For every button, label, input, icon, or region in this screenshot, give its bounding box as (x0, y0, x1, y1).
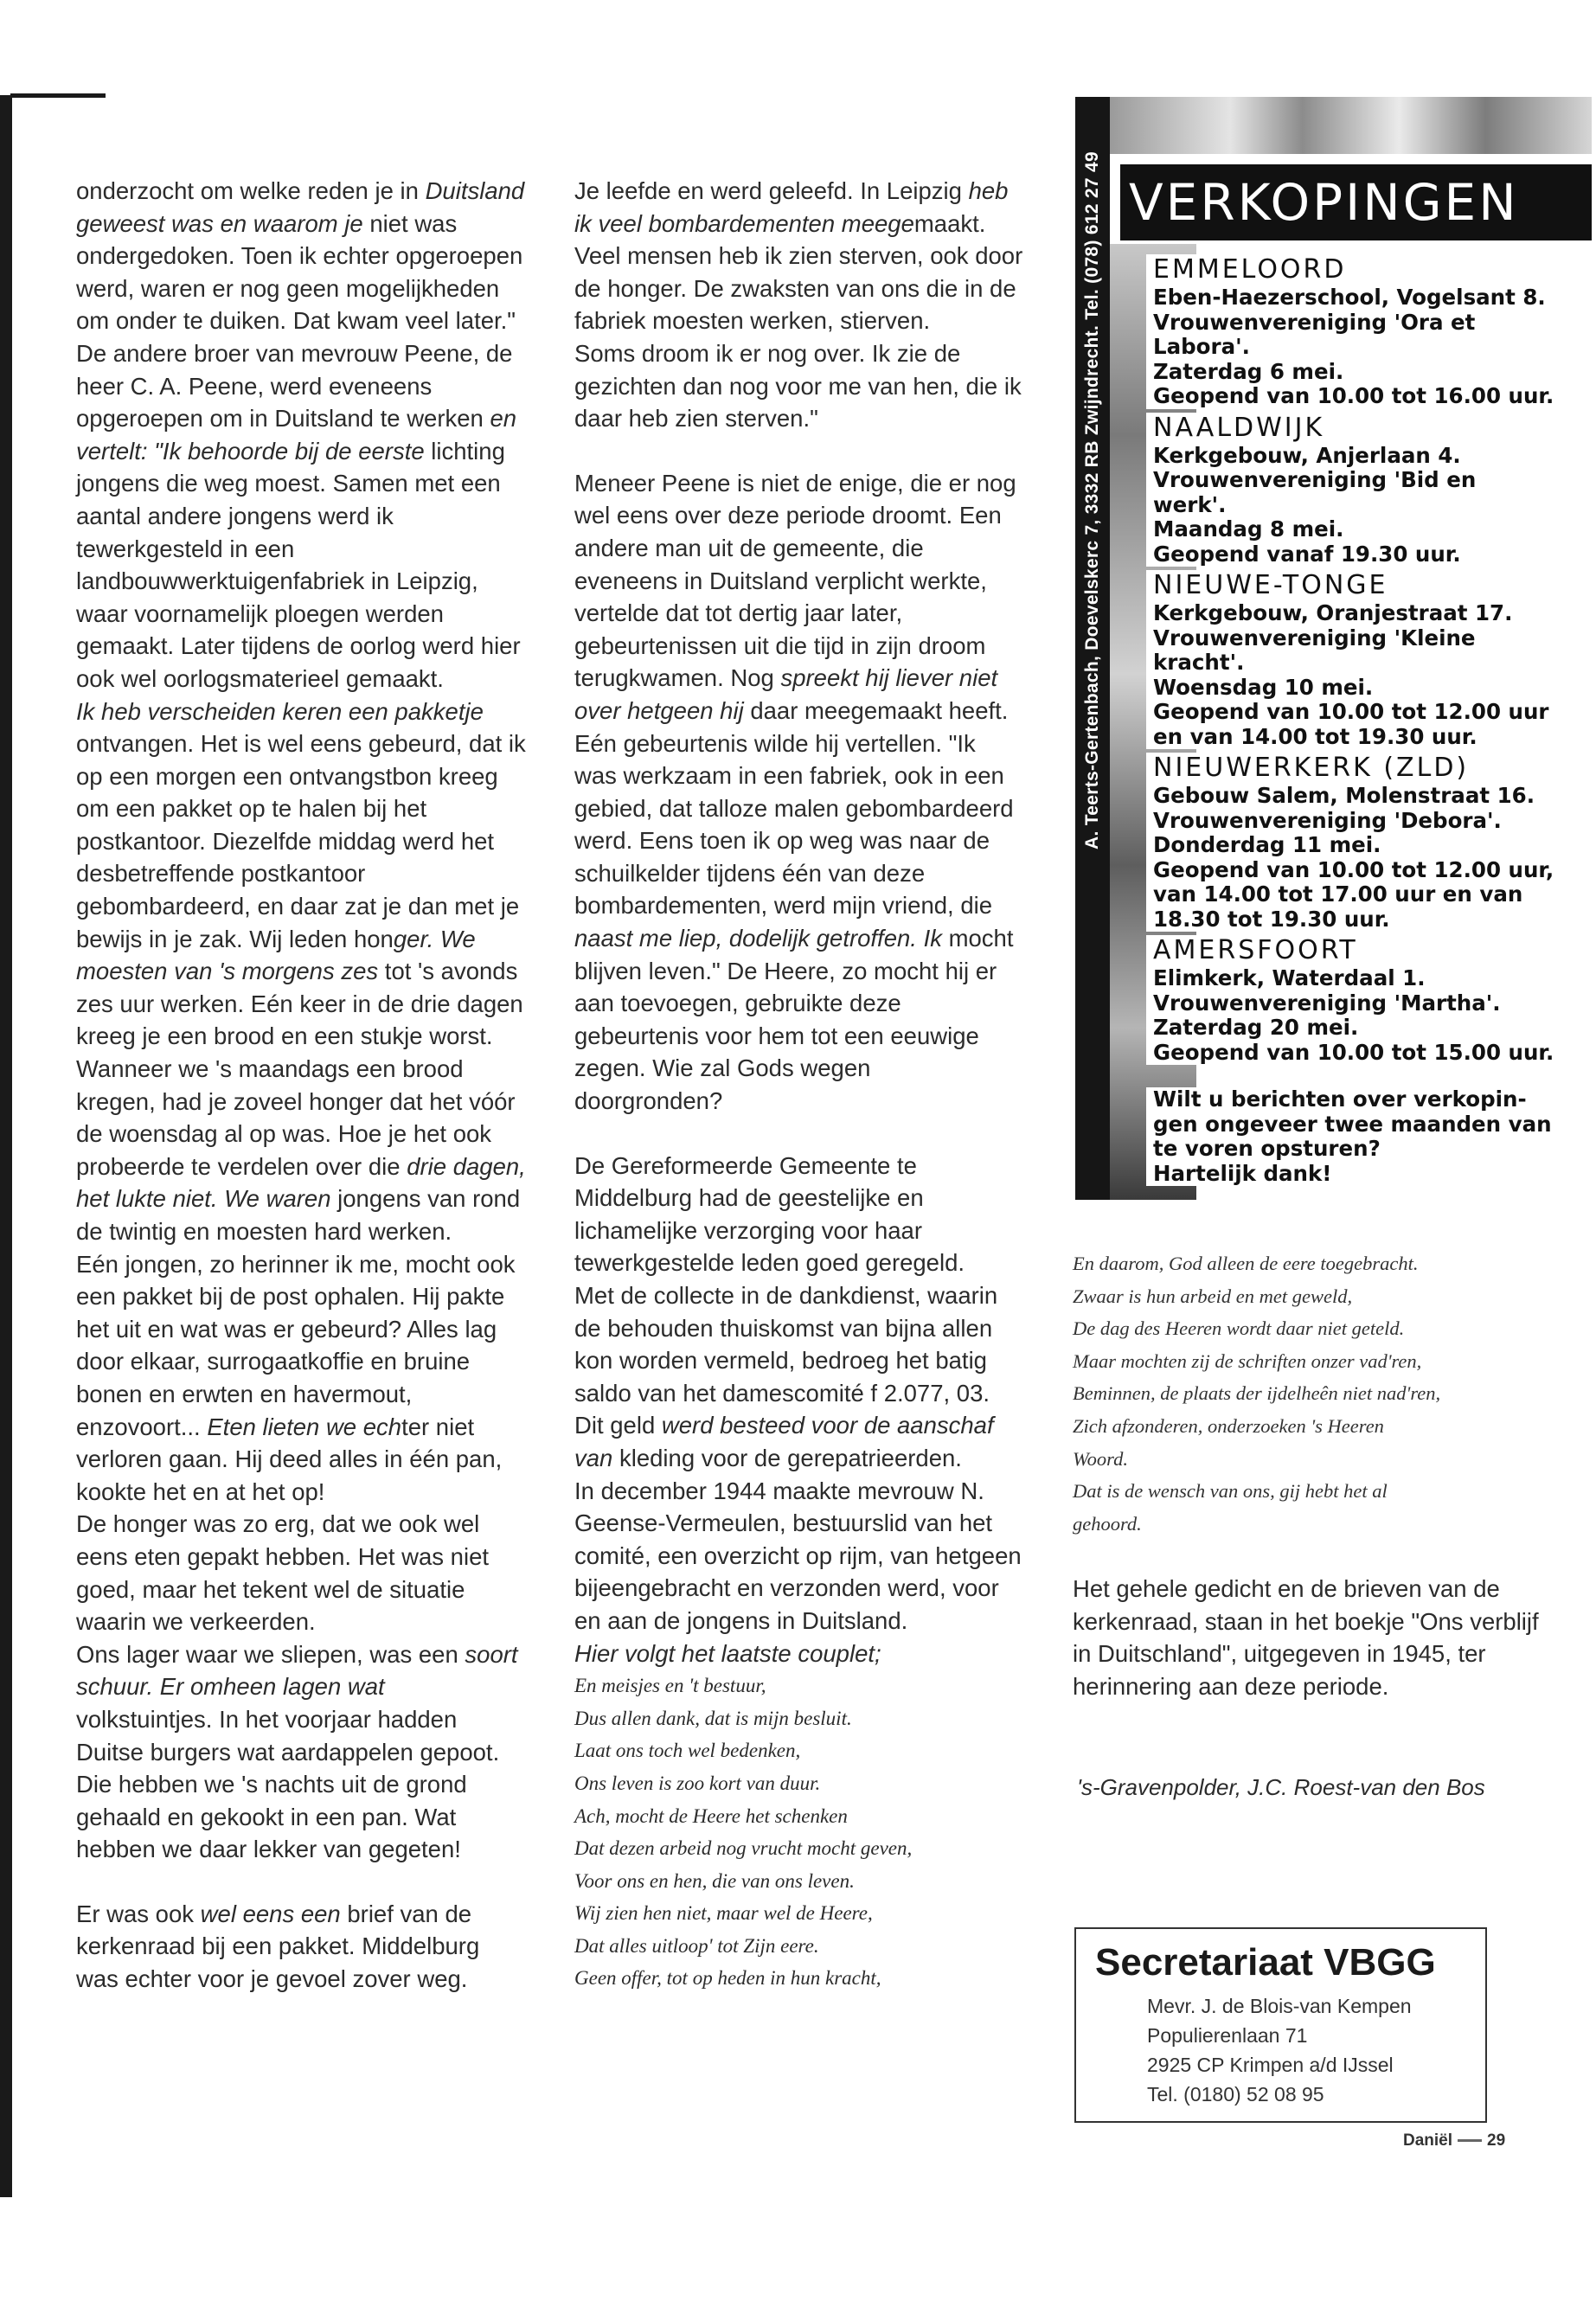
paragraph (574, 337, 1024, 435)
sale-city: AMERSFOORT (1146, 935, 1592, 966)
vbgg-line: 2925 CP Krimpen a/d IJssel (1147, 2054, 1394, 2076)
text-segment: daar meegemaakt heeft. Eén gebeurtenis wilde hij vertellen. "Ik was werkzaam in een fabriek, ook in een gebied, dat talloze malen gebombardeerd werd. Eens toen ik op weg was naar de schuilkelder tijdens één van deze bombardementen, werd mijn vriend, die (574, 696, 1014, 920)
poem-line: De dag des Heeren wordt daar niet geteld. (1073, 1317, 1405, 1340)
italic-text: en vertelt: "Ik behoorde bij de eerste (76, 405, 517, 465)
closing-paragraph: Het gehele gedicht en de brieven van de kerkenraad, staan in het boekje "Ons verblijf in Duitschland", uitgegeven in 1945, ter herinnering aan deze periode. (1073, 1575, 1539, 1700)
text-segment: Er was ook (76, 1900, 201, 1927)
sale-detail-line: 18.30 tot 19.30 uur. (1146, 907, 1592, 933)
text-segment: Ons lager waar we sliepen, was een (76, 1640, 465, 1668)
vbgg-title: Secretariaat VBGG (1095, 1941, 1436, 1984)
paragraph (76, 1508, 526, 1638)
paragraph (76, 695, 526, 1054)
text-segment: Met de collecte in de dankdienst, waarin de behouden thuiskomst van bijna allen kon worden vermeld, bedroeg het batig saldo van het damescomité f 2.077, 03. Dit geld (574, 1282, 998, 1439)
article-column-2 (574, 175, 1024, 1995)
italic-text: heb ik veel bombardementen meege (574, 177, 1009, 237)
sale-detail-line: Geopend van 10.00 tot 12.00 uur (1146, 700, 1592, 725)
ad-title: VERKOPINGEN (1120, 164, 1592, 240)
text-segment: jongens van rond de twintig en moesten hard werken. (76, 1185, 521, 1245)
text-segment: lichting jongens die weg moest. Samen met een aantal andere jongens werd ik tewerkgesteld in een landbouwwerktuigenfabriek in Leipzig, waar voornamelijk ploegen werden gemaakt. Later tijdens de oorlog werd hier ook wel oorlogsmaterieel gemaakt. (76, 437, 521, 692)
vbgg-address (1147, 1991, 1412, 2109)
poem-line: En meisjes en 't bestuur, (574, 1675, 766, 1697)
ad-note-line: gen ongeveer twee maanden van (1153, 1111, 1552, 1137)
sale-entry (1146, 570, 1592, 749)
paragraph (76, 1248, 526, 1509)
page-footer (1403, 2131, 1505, 2150)
sale-detail-line: Donderdag 11 mei. (1146, 833, 1592, 858)
poem-line: Laat ons toch wel bedenken, (574, 1740, 801, 1762)
sale-detail-line: Geopend van 10.00 tot 15.00 uur. (1146, 1041, 1592, 1066)
italic-text: Ik heb verscheiden keren een pakketje (76, 697, 484, 725)
sale-detail-line: Geopend van 10.00 tot 12.00 uur, (1146, 858, 1592, 883)
poem-line: Geen offer, tot op heden in hun kracht, (574, 1967, 881, 1990)
magazine-name: Daniël (1403, 2131, 1453, 2150)
sale-entry (1146, 935, 1592, 1065)
vbgg-line: Tel. (0180) 52 08 95 (1147, 2083, 1324, 2106)
poem-line: Ach, mocht de Heere het schenken (574, 1804, 848, 1827)
article-column-1 (76, 175, 526, 1996)
sale-city: NAALDWIJK (1146, 413, 1592, 444)
italic-text: drie dagen, het lukte niet. We waren (76, 1152, 526, 1213)
ad-note (1146, 1087, 1592, 1186)
footer-dash (1458, 2139, 1482, 2142)
italic-text: wel eens een (200, 1900, 341, 1927)
sale-city: EMMELOORD (1146, 254, 1592, 285)
text-segment: De Gereformeerde Gemeente te Middelburg had de geestelijke en lichamelijke verzorging voor haar tewerkgestelde leden goed geregeld. (574, 1151, 965, 1277)
paragraph (574, 1475, 1024, 1638)
verkopingen-advertisement (1075, 97, 1592, 1204)
text-segment: In december 1944 maakte mevrouw N. Geense-Vermeulen, bestuurslid van het comité, een overzicht op rijm, van hetgeen bijeengebracht en verzonden werd, voor en aan de jongens in Duitsland. (574, 1477, 1022, 1634)
page-number: 29 (1487, 2131, 1506, 2150)
sale-detail-line: Maandag 8 mei. (1146, 517, 1592, 542)
ad-side-strip (1075, 97, 1110, 1200)
poem-line: Beminnen, de plaats der ijdelheên niet nad'ren, (1073, 1382, 1441, 1405)
sale-detail-line: Vrouwenvereniging 'Kleine (1146, 626, 1592, 651)
sale-detail-line: Geopend van 10.00 tot 16.00 uur. (1146, 384, 1592, 409)
text-segment: kleding voor de gerepatrieerden. (612, 1444, 962, 1471)
text-segment: De andere broer van mevrouw Peene, de heer C. A. Peene, werd eveneens opgeroepen om in Duitsland te werken (76, 339, 513, 433)
poem-line: Dat alles uitloop' tot Zijn eere. (574, 1934, 819, 1957)
sale-detail-line: Vrouwenvereniging 'Debora'. (1146, 809, 1592, 834)
sale-detail-line: Zaterdag 6 mei. (1146, 360, 1592, 385)
text-segment: niet was ondergedoken. Toen ik echter opgeroepen werd, waren er nog geen mogelijkheden om onder te duiken. Dat kwam veel later." (76, 209, 523, 335)
italic-text: Hier volgt het laatste couplet; (574, 1639, 881, 1667)
text-segment: Soms droom ik er nog over. Ik zie de gezichten dan nog voor me van hen, die ik daar heb zien sterven." (574, 339, 1022, 433)
poem-line: gehoord. (1073, 1512, 1142, 1535)
ad-contact-text: A. Teerts-Gertenbach, Doevelskerc 7, 3332 RB Zwijndrecht. Tel. (078) 612 27 49 (1082, 151, 1102, 849)
ad-note-line: Hartelijk dank! (1153, 1160, 1332, 1186)
author-signature: 's-Gravenpolder, J.C. Roest-van den Bos (1077, 1774, 1485, 1800)
paragraph (574, 1279, 1024, 1475)
sale-detail-line: Kerkgebouw, Anjerlaan 4. (1146, 444, 1592, 469)
sale-detail-line: en van 14.00 tot 19.30 uur. (1146, 725, 1592, 750)
text-segment: De honger was zo erg, dat we ook wel eens eten gepakt hebben. Het was niet goed, maar het tekent wel de situatie waarin we verkeerden. (76, 1510, 490, 1636)
article-column-2-text (574, 175, 1024, 1670)
sale-entry (1146, 254, 1592, 409)
text-segment: ter niet verloren gaan. Hij deed alles in één pan, kookte het en at het op! (76, 1413, 503, 1505)
text-segment: tot 's avonds zes uur werken. Eén keer in de drie dagen kreeg je een brood en een stukje worst. (76, 958, 523, 1050)
paragraph (574, 1150, 1024, 1279)
poem-line: Dat is de wensch van ons, gij hebt het al (1073, 1480, 1388, 1503)
sale-detail-line: Vrouwenvereniging 'Ora et (1146, 311, 1592, 336)
closing-paragraph-block (1073, 1573, 1557, 1702)
text-segment: brief van de kerkenraad bij een pakket. Middelburg was echter voor je gevoel zover weg. (76, 1900, 480, 1993)
text-segment: onderzocht om welke reden je in (76, 177, 426, 204)
poem-line: En daarom, God alleen de eere toegebracht. (1073, 1253, 1419, 1274)
text-segment: maakt. Veel mensen heb ik zien sterven, ook door de honger. De zwaksten van ons die in de fabriek moesten werken, stierven. (574, 209, 1023, 335)
paragraph (76, 1898, 526, 1996)
poem-line: Zwaar is hun arbeid en met geweld, (1073, 1285, 1353, 1307)
italic-text: soort schuur. Er omheen lagen wat (76, 1640, 518, 1701)
italic-text: naast me liep, dodelijk getroffen. Ik (574, 925, 942, 952)
sale-city: NIEUWERKERK (ZLD) (1146, 753, 1592, 784)
top-rule (10, 93, 106, 98)
text-segment: Wanneer we 's maandags een brood kregen, had je zoveel honger dat het vóór de woensdag al op was. Hoe je het ook probeerde te verdelen over die (76, 1055, 516, 1180)
poem-line: Dat dezen arbeid nog vrucht mocht geven, (574, 1837, 913, 1860)
text-segment: Eén jongen, zo herinner ik me, mocht ook een pakket bij de post ophalen. Hij pakte het uit en wat was er gebeurd? Alles lag door elkaar, surrogaatkoffie en bruine bonen en erwten en havermout, enzovoort... (76, 1250, 516, 1440)
paragraph (574, 467, 1024, 1118)
poem-line: Wij zien hen niet, maar wel de Heere, (574, 1902, 873, 1925)
sale-detail-line: Geopend vanaf 19.30 uur. (1146, 542, 1592, 567)
left-margin-rule (0, 95, 12, 2197)
paragraph (574, 175, 1024, 337)
italic-text: spreekt hij liever niet over hetgeen hij (574, 664, 998, 724)
ad-entries (1146, 251, 1592, 1186)
sale-detail-line: Gebouw Salem, Molenstraat 16. (1146, 784, 1592, 809)
ad-note-line: te voren opsturen? (1153, 1136, 1381, 1161)
ad-note-line: Wilt u berichten over verkopin- (1153, 1086, 1527, 1112)
paragraph (76, 337, 526, 695)
italic-text: werd besteed voor de aanschaf van (574, 1412, 994, 1471)
sale-detail-line: van 14.00 tot 17.00 uur en van (1146, 882, 1592, 907)
text-segment: volkstuintjes. In het voorjaar hadden Duitse burgers wat aardappelen gepoot. Die hebben we 's nachts uit de grond gehaald en gekookt in een pan. Wat hebben we daar lekker van gegeten! (76, 1705, 500, 1863)
poem-continuation (1073, 1247, 1557, 1540)
sale-detail-line: werk'. (1146, 493, 1592, 518)
sale-detail-line: Vrouwenvereniging 'Bid en (1146, 468, 1592, 493)
poem-line: Voor ons en hen, die van ons leven. (574, 1869, 855, 1892)
paragraph (574, 1638, 1024, 1670)
sale-detail-line: Vrouwenvereniging 'Martha'. (1146, 991, 1592, 1016)
text-segment: Je leefde en werd geleefd. In Leipzig (574, 177, 969, 204)
poem-couplet (574, 1670, 1024, 1995)
sale-detail-line: Elimkerk, Waterdaal 1. (1146, 966, 1592, 991)
paragraph (76, 1053, 526, 1248)
sale-detail-line: Kerkgebouw, Oranjestraat 17. (1146, 601, 1592, 626)
poem-line: Dus allen dank, dat is mijn besluit. (574, 1707, 852, 1729)
italic-text: Duitsland geweest was en waarom je (76, 177, 525, 237)
poem-line: Woord. (1073, 1447, 1128, 1470)
text-segment: ontvangen. Het is wel eens gebeurd, dat ik op een morgen een ontvangstbon kreeg om een pakket op te halen bij het postkantoor. Diezelfde middag werd het desbetreffende postkantoor gebombardeerd, en daar zat je dan met je bewijs in je zak. Wij leden hon (76, 730, 526, 952)
vbgg-secretariat-box (1074, 1927, 1487, 2123)
italic-text: Eten lieten we ech (207, 1413, 402, 1440)
sale-city: NIEUWE-TONGE (1146, 570, 1592, 601)
text-segment: Meneer Peene is niet de enige, die er nog wel eens over deze periode droomt. Een andere man uit de gemeente, die eveneens in Duitsland verplicht werkte, vertelde dat tot dertig jaar later, gebeurtenissen uit die tijd in zijn droom terugkwamen. Nog (574, 469, 1016, 692)
paragraph (76, 1638, 526, 1866)
sale-detail-line: Eben-Haezerschool, Vogelsant 8. (1146, 285, 1592, 311)
sale-entry (1146, 753, 1592, 932)
sale-detail-line: Labora'. (1146, 335, 1592, 360)
text-segment: mocht blijven leven." De Heere, zo mocht hij er aan toevoegen, gebruikte deze gebeurtenis voor hem tot een eeuwige zegen. Wie zal Gods wegen doorgronden? (574, 925, 1014, 1115)
poem-line: Maar mochten zij de schriften onzer vad'ren, (1073, 1349, 1422, 1372)
vbgg-line: Mevr. J. de Blois-van Kempen (1147, 1995, 1412, 2017)
sale-detail-line: kracht'. (1146, 651, 1592, 676)
poem-line: Zich afzonderen, onderzoeken 's Heeren (1073, 1414, 1384, 1437)
poem-line: Ons leven is zoo kort van duur. (574, 1772, 821, 1794)
sale-detail-line: Zaterdag 20 mei. (1146, 1016, 1592, 1041)
italic-text: ger. We moesten van 's morgens zes (76, 925, 476, 985)
ad-header-photo (1110, 97, 1592, 154)
paragraph (76, 175, 526, 337)
vbgg-line: Populierenlaan 71 (1147, 2024, 1308, 2047)
sale-detail-line: Woensdag 10 mei. (1146, 676, 1592, 701)
sale-entry (1146, 413, 1592, 567)
